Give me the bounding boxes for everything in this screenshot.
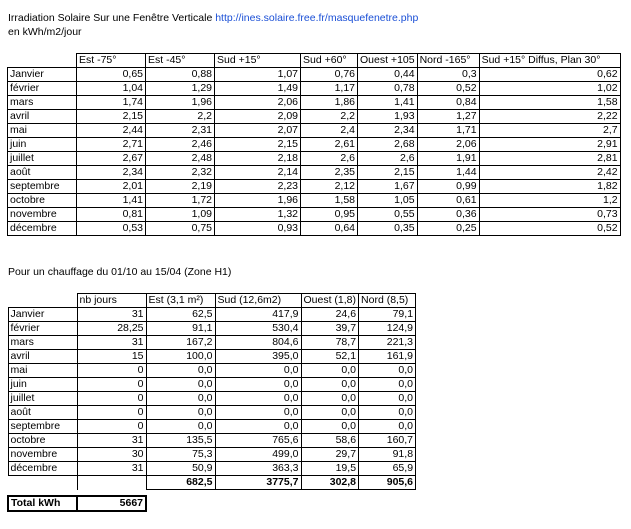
column-header: Sud +15° [215, 54, 301, 68]
value-cell: 0,0 [359, 378, 416, 392]
table-row [8, 152, 621, 166]
value-cell: 2,48 [146, 152, 215, 166]
table-row [8, 420, 416, 434]
value-cell: 1,02 [479, 82, 620, 96]
value-cell: 2,68 [358, 138, 418, 152]
value-cell: 78,7 [301, 336, 359, 350]
month-cell: avril [8, 110, 77, 124]
document-title [8, 12, 418, 24]
table-row [8, 138, 621, 152]
month-cell: février [8, 322, 77, 336]
value-cell: 0,81 [77, 208, 146, 222]
column-header: Est -45° [146, 54, 215, 68]
value-cell: 2,06 [215, 96, 301, 110]
month-cell: mars [8, 336, 77, 350]
month-cell: juin [8, 378, 77, 392]
month-cell: septembre [8, 180, 77, 194]
value-cell: 91,8 [359, 448, 416, 462]
value-cell: 395,0 [215, 350, 301, 364]
value-cell: 1,44 [417, 166, 479, 180]
month-cell: novembre [8, 208, 77, 222]
value-cell: 0,0 [215, 406, 301, 420]
value-cell: 0,78 [358, 82, 418, 96]
totals-blank [77, 476, 146, 490]
month-cell: février [8, 82, 77, 96]
value-cell: 2,7 [479, 124, 620, 138]
value-cell: 2,34 [358, 124, 418, 138]
value-cell: 0 [77, 406, 146, 420]
column-header: Est (3,1 m²) [146, 294, 215, 308]
value-cell: 2,2 [146, 110, 215, 124]
month-cell: juillet [8, 152, 77, 166]
value-cell: 0,0 [359, 406, 416, 420]
month-cell: mars [8, 96, 77, 110]
value-cell: 0,0 [146, 406, 215, 420]
value-cell: 1,86 [301, 96, 358, 110]
unit-label: en kWh/m2/jour [8, 26, 82, 38]
value-cell: 31 [77, 462, 146, 476]
table-row [8, 322, 416, 336]
value-cell: 19,5 [301, 462, 359, 476]
value-cell: 0 [77, 378, 146, 392]
column-header: Ouest +105 [358, 54, 418, 68]
value-cell: 0,0 [146, 364, 215, 378]
table-row [8, 180, 621, 194]
value-cell: 2,22 [479, 110, 620, 124]
value-cell: 160,7 [359, 434, 416, 448]
month-cell: septembre [8, 420, 77, 434]
value-cell: 2,35 [301, 166, 358, 180]
value-cell: 0,88 [146, 68, 215, 82]
value-cell: 0,3 [417, 68, 479, 82]
value-cell: 1,58 [301, 194, 358, 208]
value-cell: 0,75 [146, 222, 215, 236]
value-cell: 0,62 [479, 68, 620, 82]
column-header: Sud +15° Diffus, Plan 30° [479, 54, 620, 68]
value-cell: 1,27 [417, 110, 479, 124]
value-cell: 2,34 [77, 166, 146, 180]
value-cell: 2,6 [301, 152, 358, 166]
value-cell: 58,6 [301, 434, 359, 448]
table-row [8, 208, 621, 222]
value-cell: 0,36 [417, 208, 479, 222]
value-cell: 0,0 [215, 378, 301, 392]
value-cell: 1,67 [358, 180, 418, 194]
value-cell: 1,71 [417, 124, 479, 138]
month-cell: novembre [8, 448, 77, 462]
month-cell: octobre [8, 194, 77, 208]
value-cell: 1,91 [417, 152, 479, 166]
value-cell: 31 [77, 336, 146, 350]
column-header: Nord (8,5) [359, 294, 416, 308]
value-cell: 1,41 [358, 96, 418, 110]
value-cell: 1,07 [215, 68, 301, 82]
table-row [8, 336, 416, 350]
month-cell: Janvier [8, 308, 77, 322]
column-header: Sud (12,6m2) [215, 294, 301, 308]
value-cell: 50,9 [146, 462, 215, 476]
value-cell: 1,96 [215, 194, 301, 208]
value-cell: 2,18 [215, 152, 301, 166]
value-cell: 135,5 [146, 434, 215, 448]
value-cell: 75,3 [146, 448, 215, 462]
value-cell: 2,09 [215, 110, 301, 124]
value-cell: 2,67 [77, 152, 146, 166]
table-row [8, 222, 621, 236]
value-cell: 29,7 [301, 448, 359, 462]
month-cell: août [8, 166, 77, 180]
value-cell: 1,05 [358, 194, 418, 208]
column-header: nb jours [77, 294, 146, 308]
value-cell: 1,74 [77, 96, 146, 110]
table-row [8, 166, 621, 180]
value-cell: 124,9 [359, 322, 416, 336]
value-cell: 1,82 [479, 180, 620, 194]
month-cell: mai [8, 124, 77, 138]
value-cell: 31 [77, 434, 146, 448]
table-row [8, 68, 621, 82]
table-header-row [8, 54, 621, 68]
value-cell: 417,9 [215, 308, 301, 322]
total-cell: 905,6 [359, 476, 416, 490]
value-cell: 1,09 [146, 208, 215, 222]
title-text: Irradiation Solaire Sur une Fenêtre Verticale [8, 12, 213, 24]
total-cell: 302,8 [301, 476, 359, 490]
value-cell: 0 [77, 392, 146, 406]
value-cell: 2,01 [77, 180, 146, 194]
value-cell: 65,9 [359, 462, 416, 476]
table-row [8, 110, 621, 124]
value-cell: 30 [77, 448, 146, 462]
column-header: Ouest (1,8) [301, 294, 359, 308]
value-cell: 0,25 [417, 222, 479, 236]
value-cell: 0,0 [215, 364, 301, 378]
month-cell: décembre [8, 462, 77, 476]
value-cell: 0,53 [77, 222, 146, 236]
table-row [8, 308, 416, 322]
value-cell: 31 [77, 308, 146, 322]
value-cell: 0,0 [146, 420, 215, 434]
table-row [8, 82, 621, 96]
value-cell: 2,12 [301, 180, 358, 194]
totals-row [8, 476, 416, 490]
table-row [8, 392, 416, 406]
value-cell: 0,0 [301, 378, 359, 392]
value-cell: 2,15 [77, 110, 146, 124]
table-row [8, 378, 416, 392]
value-cell: 0,0 [301, 406, 359, 420]
month-cell: août [8, 406, 77, 420]
value-cell: 91,1 [146, 322, 215, 336]
grand-total-value: 5667 [77, 496, 146, 511]
value-cell: 2,06 [417, 138, 479, 152]
value-cell: 1,29 [146, 82, 215, 96]
column-header: Est -75° [77, 54, 146, 68]
table-row [8, 350, 416, 364]
value-cell: 62,5 [146, 308, 215, 322]
value-cell: 2,46 [146, 138, 215, 152]
value-cell: 0,0 [301, 364, 359, 378]
header-corner [8, 54, 77, 68]
total-cell: 3775,7 [215, 476, 301, 490]
value-cell: 2,15 [215, 138, 301, 152]
value-cell: 2,6 [358, 152, 418, 166]
grand-total-row [8, 496, 416, 511]
value-cell: 804,6 [215, 336, 301, 350]
value-cell: 2,71 [77, 138, 146, 152]
value-cell: 2,32 [146, 166, 215, 180]
value-cell: 0,76 [301, 68, 358, 82]
heating-heading: Pour un chauffage du 01/10 au 15/04 (Zone H1) [8, 266, 232, 278]
value-cell: 2,4 [301, 124, 358, 138]
totals-blank [8, 476, 77, 490]
value-cell: 2,2 [301, 110, 358, 124]
value-cell: 2,23 [215, 180, 301, 194]
value-cell: 24,6 [301, 308, 359, 322]
irradiation-table [7, 53, 621, 236]
total-cell: 682,5 [146, 476, 215, 490]
value-cell: 1,41 [77, 194, 146, 208]
value-cell: 2,14 [215, 166, 301, 180]
table-row [8, 194, 621, 208]
source-link[interactable]: http://ines.solaire.free.fr/masquefenetre.php [215, 12, 419, 24]
table-row [8, 434, 416, 448]
heating-table [7, 293, 416, 512]
value-cell: 2,07 [215, 124, 301, 138]
value-cell: 100,0 [146, 350, 215, 364]
month-cell: décembre [8, 222, 77, 236]
value-cell: 0 [77, 420, 146, 434]
value-cell: 0,0 [215, 420, 301, 434]
value-cell: 0,44 [358, 68, 418, 82]
value-cell: 0,93 [215, 222, 301, 236]
value-cell: 15 [77, 350, 146, 364]
value-cell: 0,0 [301, 392, 359, 406]
value-cell: 79,1 [359, 308, 416, 322]
value-cell: 0,65 [77, 68, 146, 82]
value-cell: 1,58 [479, 96, 620, 110]
value-cell: 221,3 [359, 336, 416, 350]
table-header-row [8, 294, 416, 308]
table-row [8, 448, 416, 462]
value-cell: 167,2 [146, 336, 215, 350]
value-cell: 0,84 [417, 96, 479, 110]
table-row [8, 406, 416, 420]
value-cell: 0,73 [479, 208, 620, 222]
value-cell: 52,1 [301, 350, 359, 364]
table-row [8, 462, 416, 476]
value-cell: 0,0 [301, 420, 359, 434]
month-cell: juin [8, 138, 77, 152]
table-row [8, 96, 621, 110]
value-cell: 765,6 [215, 434, 301, 448]
value-cell: 2,91 [479, 138, 620, 152]
value-cell: 161,9 [359, 350, 416, 364]
value-cell: 530,4 [215, 322, 301, 336]
value-cell: 28,25 [77, 322, 146, 336]
value-cell: 2,19 [146, 180, 215, 194]
value-cell: 1,96 [146, 96, 215, 110]
value-cell: 0,52 [417, 82, 479, 96]
value-cell: 39,7 [301, 322, 359, 336]
value-cell: 0,0 [146, 378, 215, 392]
value-cell: 0,99 [417, 180, 479, 194]
value-cell: 0,95 [301, 208, 358, 222]
month-cell: octobre [8, 434, 77, 448]
table-row [8, 124, 621, 138]
value-cell: 2,15 [358, 166, 418, 180]
month-cell: juillet [8, 392, 77, 406]
value-cell: 0,61 [417, 194, 479, 208]
value-cell: 0,35 [358, 222, 418, 236]
value-cell: 2,42 [479, 166, 620, 180]
value-cell: 1,49 [215, 82, 301, 96]
value-cell: 2,44 [77, 124, 146, 138]
table-row [8, 364, 416, 378]
header-corner [8, 294, 77, 308]
value-cell: 2,81 [479, 152, 620, 166]
grand-total-label: Total kWh [8, 496, 77, 511]
value-cell: 1,2 [479, 194, 620, 208]
column-header: Sud +60° [301, 54, 358, 68]
value-cell: 1,72 [146, 194, 215, 208]
value-cell: 1,04 [77, 82, 146, 96]
value-cell: 0,0 [359, 392, 416, 406]
month-cell: avril [8, 350, 77, 364]
month-cell: mai [8, 364, 77, 378]
value-cell: 1,93 [358, 110, 418, 124]
value-cell: 2,31 [146, 124, 215, 138]
value-cell: 0,0 [215, 392, 301, 406]
column-header: Nord -165° [417, 54, 479, 68]
value-cell: 0 [77, 364, 146, 378]
value-cell: 0,0 [359, 420, 416, 434]
month-cell: Janvier [8, 68, 77, 82]
value-cell: 0,64 [301, 222, 358, 236]
value-cell: 2,61 [301, 138, 358, 152]
value-cell: 0,55 [358, 208, 418, 222]
value-cell: 1,17 [301, 82, 358, 96]
value-cell: 0,52 [479, 222, 620, 236]
value-cell: 0,0 [146, 392, 215, 406]
value-cell: 363,3 [215, 462, 301, 476]
grand-total-blank [146, 496, 416, 511]
value-cell: 0,0 [359, 364, 416, 378]
value-cell: 499,0 [215, 448, 301, 462]
value-cell: 1,32 [215, 208, 301, 222]
